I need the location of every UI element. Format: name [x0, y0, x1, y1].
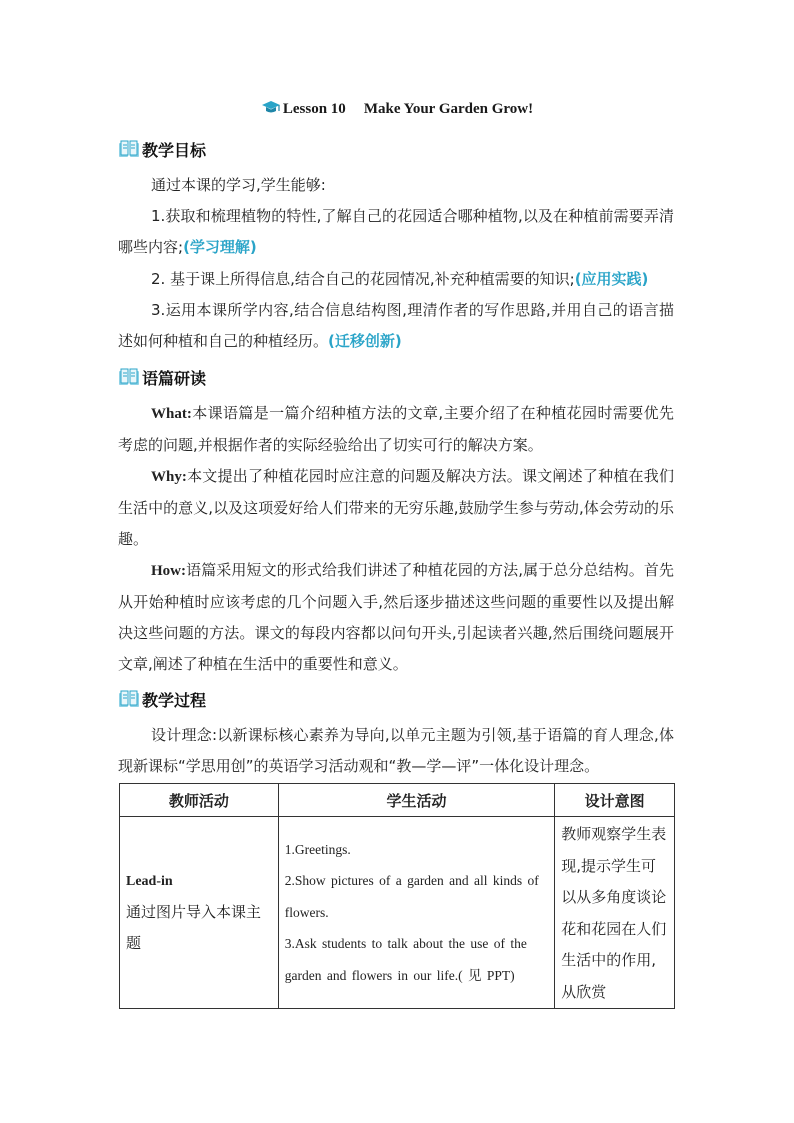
- analysis-how: [118, 555, 674, 680]
- lesson-number: Lesson 10: [282, 101, 346, 117]
- activity-item-3: 3.Ask students to talk about the use of the garden and flowers in our life.( 见 PPT): [284, 936, 527, 983]
- teacher-activity-cell: [120, 817, 279, 1009]
- lesson-title: [0, 100, 794, 121]
- header-student-activity: 学生活动: [278, 784, 555, 817]
- analysis-what: [118, 398, 674, 461]
- why-text: 本文提出了种植花园时应注意的问题及解决方法。课文阐述了种植在我们生活中的意义,以及这项爱好给人们带来的无穷乐趣,鼓励学生参与劳动,体会劳动的乐趣。: [118, 467, 674, 548]
- activity-item-2: 2.Show pictures of a garden and all kinds of flowers.: [284, 873, 539, 920]
- graduation-cap-icon: [261, 100, 281, 121]
- open-book-icon: [118, 690, 140, 714]
- activity-item-1: 1.Greetings.: [284, 841, 351, 857]
- how-text: 语篇采用短文的形式给我们讲述了种植花园的方法,属于总分总结构。首先从开始种植时应该考虑的几个问题入手,然后逐步描述这些问题的重要性以及提出解决这些问题的方法。课文的每段内容都以问句开头,引起读者兴趣,然后围绕问题展开文章,阐述了种植在生活中的重要性和意义。: [118, 561, 674, 673]
- design-intent-cell: 教师观察学生表现,提示学生可以从多角度谈论花和花园在人们生活中的作用,从欣赏: [555, 817, 675, 1009]
- objective-2-text: 2. 基于课上所得信息,结合自己的花园情况,补充种植需要的知识;: [151, 270, 575, 288]
- stage-description: 通过图片导入本课主题: [126, 902, 262, 952]
- objective-2-tag: (应用实践): [574, 270, 649, 288]
- process-heading-text: 教学过程: [142, 691, 207, 710]
- section-heading-objectives: [118, 138, 206, 164]
- objective-item-3: [118, 295, 674, 357]
- objectives-intro: 通过本课的学习,学生能够:: [151, 176, 326, 194]
- objective-1-tag: (学习理解): [183, 238, 257, 256]
- how-label: How:: [151, 563, 186, 579]
- process-concept: 设计理念:以新课标核心素养为导向,以单元主题为引领,基于语篇的育人理念,体现新课标“学思用创”的英语学习活动观和“教—学—评”一体化设计理念。: [118, 726, 674, 775]
- objective-1-text: 1.获取和梳理植物的特性,了解自己的花园适合哪种植物,以及在种植前需要弄清哪些内容;: [118, 207, 674, 256]
- lesson-name: Make Your Garden Grow!: [363, 101, 534, 117]
- header-teacher-activity: 教师活动: [120, 784, 279, 817]
- section-heading-analysis: [118, 366, 206, 392]
- what-label: What:: [151, 406, 192, 422]
- objectives-heading-text: 教学目标: [142, 141, 207, 160]
- section-heading-process: [118, 688, 206, 714]
- student-activity-cell: [278, 817, 555, 1009]
- open-book-icon: [118, 368, 140, 392]
- table-header-row: [120, 784, 675, 817]
- objective-item-2: [118, 264, 674, 295]
- header-design-intent: 设计意图: [555, 784, 675, 817]
- objective-item-1: [118, 201, 674, 263]
- teaching-process-table: [119, 783, 675, 1009]
- stage-name: Lead-in: [126, 873, 173, 889]
- why-label: Why:: [151, 469, 187, 485]
- analysis-why: [118, 461, 674, 555]
- objective-3-tag: (迁移创新): [328, 332, 402, 350]
- table-row: [120, 817, 675, 1009]
- analysis-heading-text: 语篇研读: [142, 369, 207, 388]
- objective-3-text: 3.运用本课所学内容,结合信息结构图,理清作者的写作思路,并用自己的语言描述如何种植和自己的种植经历。: [118, 301, 674, 350]
- open-book-icon: [118, 140, 140, 164]
- what-text: 本课语篇是一篇介绍种植方法的文章,主要介绍了在种植花园时需要优先考虑的问题,并根据作者的实际经验给出了切实可行的解决方案。: [118, 404, 674, 454]
